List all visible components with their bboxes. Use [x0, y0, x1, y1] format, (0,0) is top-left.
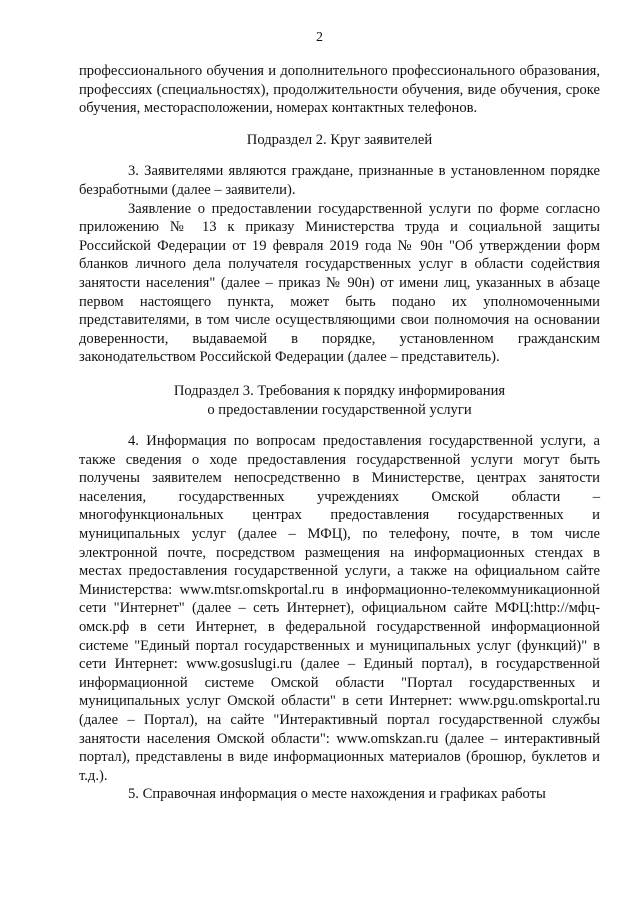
paragraph-item-4: 4. Информация по вопросам предоставления государственной услуги, а также сведения о ходе предоставления государственной услуги могут быть получены заявителем непосредственно в Министерстве, центрах занятости населения, государственных учреждениях Омской области – многофункциональных центрах предоставления государственных и муниципальных услуг (далее – МФЦ), по телефону, почте, в том числе электронной почте, посредством размещения на информационных стендах в местах предоставления государственной услуги, а также на официальном сайте Министерства: www.mtsr.omskportal.ru в информационно-телекоммуникационной сети "Интернет" (далее – сеть Интернет), официальном сайте МФЦ:http://мфц-омск.рф в сети Интернет, в федеральной государственной информационной системе "Единый портал государственных и муниципальных услуг (функций)" в сети Интернет: www.gosuslugi.ru (далее – Единый портал), в государственной информационной системе Омской области "Портал государственных и муниципальных услуг Омской области" в сети Интернет: www.pgu.omskportal.ru (далее – Портал), на сайте "Интерактивный портал государственной службы занятости населения Омской области": www.omskzan.ru (далее – интерактивный портал), представлены в виде информационных материалов (брошюр, буклетов и т.д.). — [79, 433, 600, 784]
paragraph-application: Заявление о предоставлении государственной услуги по форме согласно приложению № 13 к приказу Министерства труда и социальной защиты Российской Федерации от 19 февраля 2019 года № 90н "Об утверждении форм бланков личного дела получателя государственных услуг в области содействия занятости населения" (далее – приказ № 90н) от имени лиц, указанных в абзаце первом настоящего пункта, может быть подано их уполномоченными представителями, в том числе осуществляющими свои полномочия на основании доверенности, выдаваемой в порядке, установленном гражданским законодательством Российской Федерации (далее – представитель). — [79, 200, 600, 366]
paragraph-item-3: 3. Заявителями являются граждане, признанные в установленном порядке безработными (далее – заявители). — [79, 163, 600, 198]
heading-subsection-3-line-1: Подраздел 3. Требования к порядку информирования — [173, 382, 506, 399]
heading-subsection-2: Подраздел 2. Круг заявителей — [246, 131, 433, 148]
page-number: 2 — [316, 30, 323, 45]
paragraph-intro: профессионального обучения и дополнительного профессионального образования, профессиях (специальностях), продолжительности обучения, виде обучения, сроке обучения, месторасположении, номерах контактных телефонов. — [79, 63, 600, 117]
heading-subsection-3-line-2: о предоставлении государственной услуги — [207, 401, 472, 418]
paragraph-item-5: 5. Справочная информация о месте нахождения и графиках работы — [128, 786, 546, 803]
document-body — [79, 62, 600, 804]
